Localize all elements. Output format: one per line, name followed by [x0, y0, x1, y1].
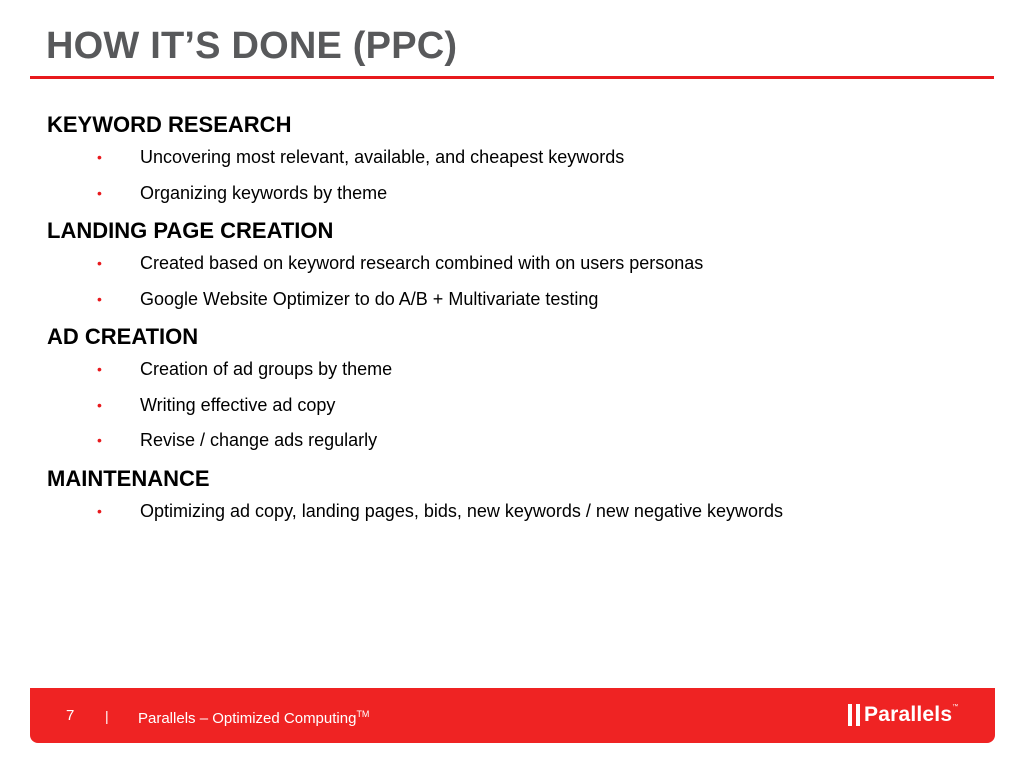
bullet-text: Organizing keywords by theme [140, 182, 388, 203]
bullet-text: Revise / change ads regularly [140, 430, 378, 450]
bullet-list [47, 246, 987, 317]
bullet-text: Google Website Optimizer to do A/B + Multivariate testing [140, 288, 599, 309]
parallels-logo [848, 700, 958, 730]
list-item [47, 388, 987, 424]
bullet-icon: • [97, 149, 102, 165]
bullet-icon: • [97, 502, 102, 519]
bullet-icon: • [97, 255, 102, 271]
list-item [47, 140, 987, 176]
bullet-icon: • [97, 290, 102, 307]
title-divider [30, 76, 994, 79]
bullet-icon: • [97, 396, 102, 413]
slide-footer [30, 688, 995, 743]
list-item [47, 494, 987, 530]
section-heading-keyword-research: KEYWORD RESEARCH [47, 112, 292, 137]
trademark-mark: TM [356, 709, 370, 719]
bullet-text: Optimizing ad copy, landing pages, bids, new keywords / new negative keywords [140, 500, 784, 521]
list-item [47, 246, 987, 282]
bullet-icon: • [97, 184, 102, 201]
section-heading-ad-creation: AD CREATION [47, 324, 199, 349]
page-number: 7 [66, 707, 75, 724]
logo-trademark: ™ [952, 704, 959, 710]
list-item [47, 352, 987, 388]
bullet-list [47, 352, 987, 459]
parallels-bars-icon [848, 704, 860, 726]
slide-title: HOW IT’S DONE (PPC) [46, 25, 458, 67]
bullet-icon: • [97, 361, 102, 377]
footer-separator: | [105, 708, 109, 724]
bullet-icon: • [97, 432, 102, 448]
section-heading-landing-page-creation: LANDING PAGE CREATION [47, 218, 334, 243]
list-item [47, 176, 987, 212]
list-item [47, 282, 987, 318]
bullet-text: Writing effective ad copy [140, 394, 336, 415]
section-heading-maintenance: MAINTENANCE [47, 465, 210, 491]
list-item [47, 423, 987, 459]
tagline-text: Parallels – Optimized Computing [138, 710, 357, 727]
footer-tagline [138, 702, 369, 731]
bullet-text: Creation of ad groups by theme [140, 359, 393, 379]
bullet-text: Created based on keyword research combined with on users personas [140, 253, 704, 273]
bullet-list [47, 140, 987, 211]
slide-content [47, 110, 987, 534]
logo-text: Parallels [864, 703, 953, 726]
bullet-list [47, 494, 987, 530]
bullet-text: Uncovering most relevant, available, and cheapest keywords [140, 147, 625, 167]
